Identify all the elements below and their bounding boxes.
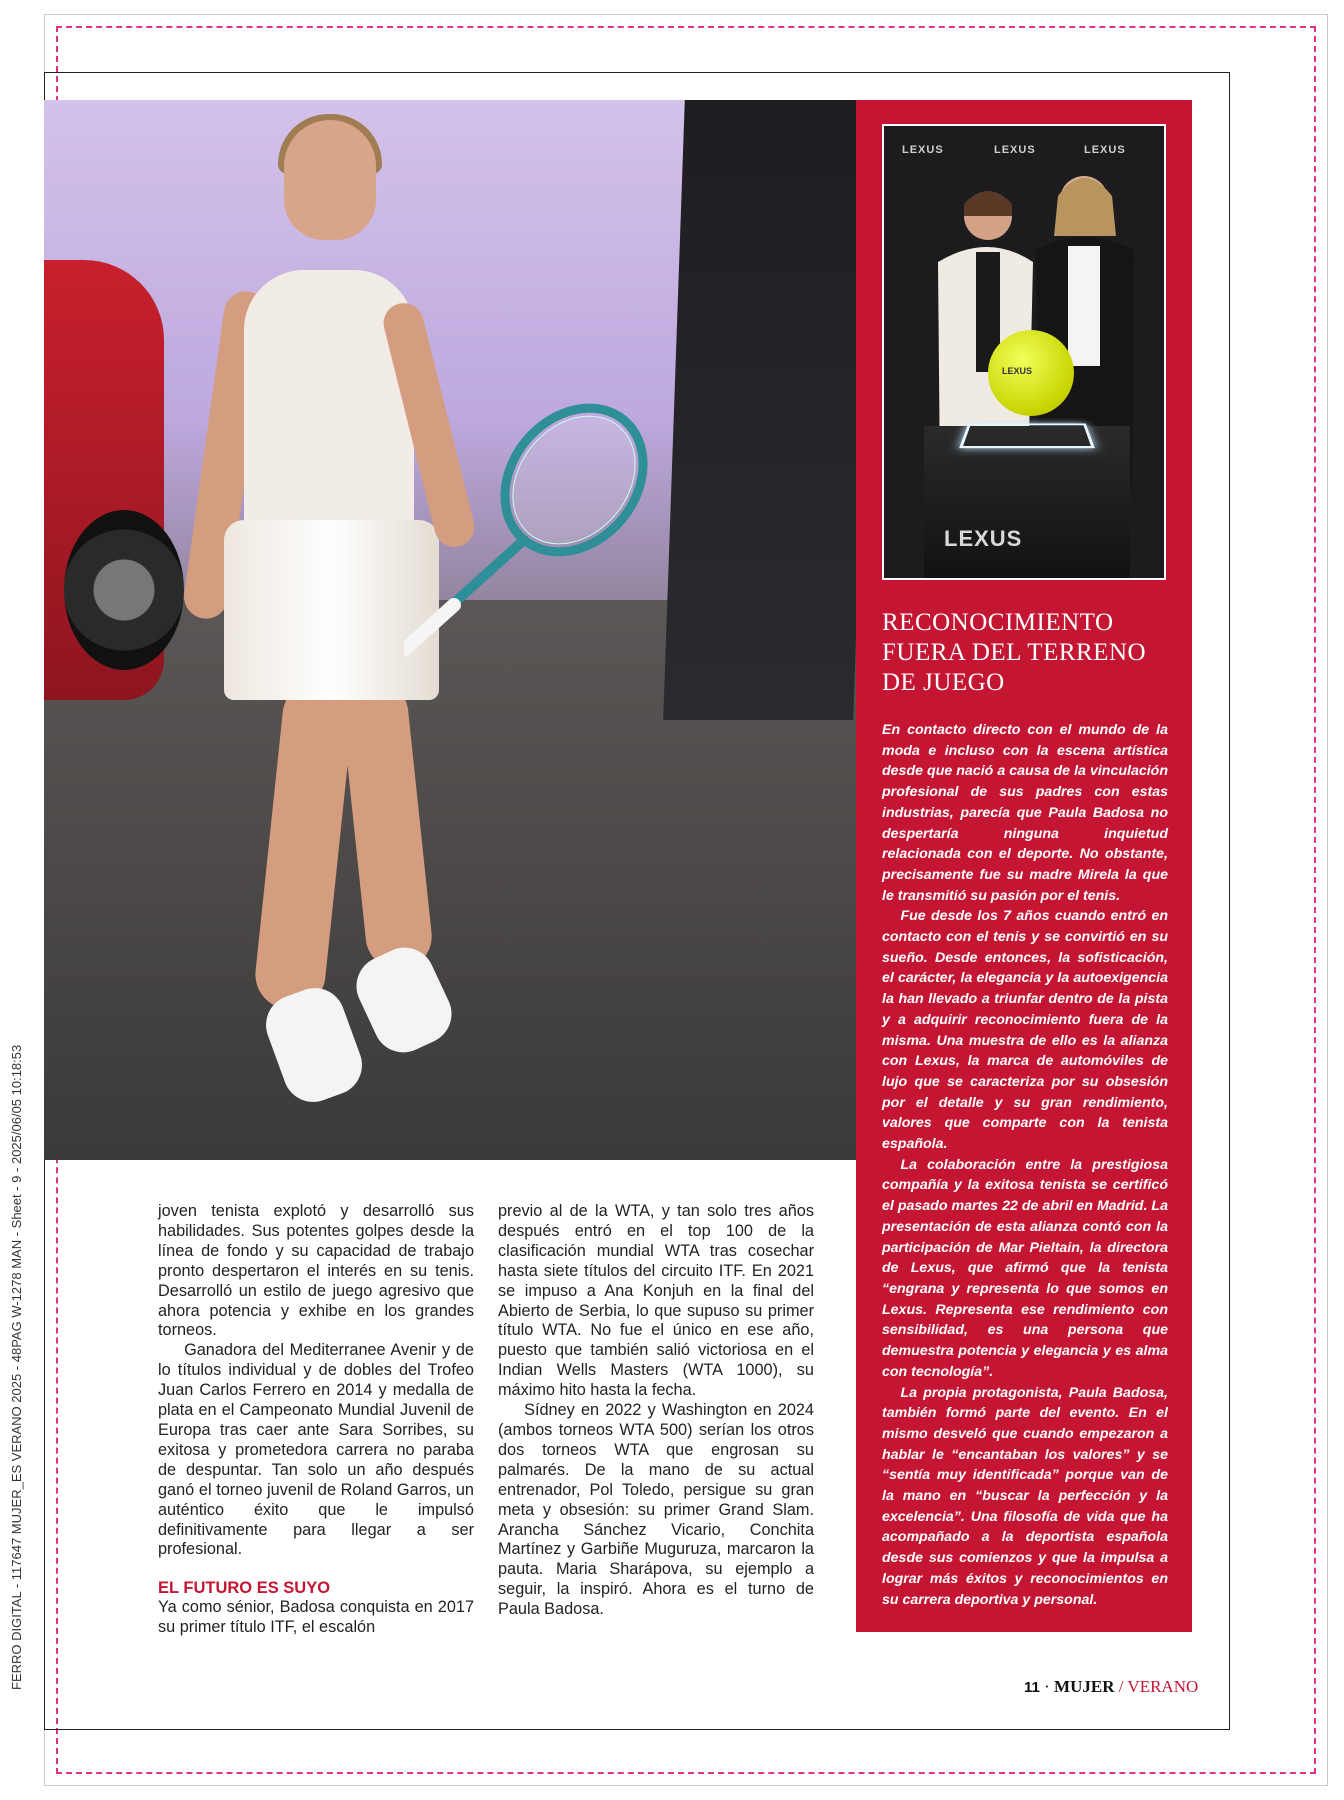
car-wheel (64, 510, 184, 670)
sneaker (347, 938, 462, 1062)
sidebar-paragraph: La propia protagonista, Paula Badosa, también formó parte del evento. En el mismo desveló que cuando empezaron a hablar le “encantaban los valores” y se “sentía muy identificada” porque van de la mano en “buscar la perfección y la excelencia”. Una filosofía de vida que ha acompañado a la deportista española desde sus comienzos y que la impulsa a lograr más éxitos y reconocimientos en su carrera deportiva y personal. (882, 1384, 1168, 1608)
text-column-1 (158, 1202, 474, 1638)
pedestal (924, 426, 1130, 580)
sidebar-paragraph: Fue desde los 7 años cuando entró en contacto con el tenis y se convirtió en su sueño. Desde entonces, la sofisticación, el carácter, la elegancia y la autoexigencia la han llevado a triunfar dentro de la pista y a adquirir reconocimiento fuera de la misma. Una muestra de ello es la alianza con Lexus, la marca de automóviles de lujo que se caracteriza por su obsesión por el detalle y su gran rendimiento, valores que comparte con la tenista española. (882, 908, 1168, 1153)
sidebar-paragraph: En contacto directo con el mundo de la moda e incluso con la escena artística desde que nació a causa de la vinculación profesional de sus padres con estas industrias, parecía que Paula Badosa no despertaría ninguna inquietud relacionada con el deporte. No obstante, precisamente fue su madre Mirela la que le transmitió su pasión por el tenis. (882, 722, 1168, 904)
backdrop-logo: LEXUS (1084, 144, 1126, 156)
magazine-name: MUJER (1054, 1677, 1115, 1696)
folio (1024, 1677, 1198, 1697)
pedestal-logo: LEXUS (944, 526, 1023, 551)
body-paragraph: joven tenista explotó y desarrolló sus habilidades. Sus potentes golpes desde la línea de fondo y su capacidad de trabajo pronto despertaron el interés en su tenis. Desarrolló un estilo de juego agresivo que ahora potencia y exhibe en los grandes torneos. (158, 1202, 474, 1340)
subheading: EL FUTURO ES SUYO (158, 1579, 331, 1598)
photo-red-car (44, 260, 164, 700)
page-number: 11 (1024, 1679, 1040, 1696)
sidebar-heading: RECONOCIMIENTO FUERA DEL TERRENO DE JUEGO (882, 609, 1147, 696)
print-slug: FERRO DIGITAL - 117647 MUJER_ES VERANO 2025 - 48PAG W-1278 MAN - Sheet - 9 - 2025/06/05 10:18:53 (9, 1044, 24, 1690)
pedestal-light (959, 424, 1095, 449)
text-column-2 (498, 1202, 814, 1620)
backdrop-logo: LEXUS (902, 144, 944, 156)
sidebar-paragraph: La colaboración entre la prestigiosa compañía y la exitosa tenista se certificó el pasado martes 22 de abril en Madrid. La presentación de esta alianza contó con la participación de Mar Pieltain, la directora de Lexus, que afirmó que la tenista “engrana y representa lo que somos en Lexus. Representa ese rendimiento con sensibilidad, es una persona que demuestra potencia y elegancia y es alma con tecnología”. (882, 1156, 1168, 1380)
tennis-racket-icon (404, 400, 654, 660)
section-name: VERANO (1127, 1677, 1199, 1696)
body-paragraph: previo al de la WTA, y tan solo tres años después entró en el top 100 de la clasificación mundial WTA tras cosechar hasta siete títulos del circuito ITF. En 2021 se impuso a Ana Konjuh en la final del Abierto de Serbia, lo que supuso su primer título WTA. No fue el único en ese año, puesto que también salió victoriosa en el Indian Wells Masters (WTA 1000), su máximo hito hasta la fecha. (498, 1202, 814, 1400)
folio-separator: · (1044, 1677, 1050, 1696)
sidebar-box (856, 100, 1192, 1632)
photo-backdrop-wall (663, 100, 864, 720)
body-paragraph: Ganadora del Mediterranee Avenir y de lo títulos individual y de dobles del Trofeo Juan Carlos Ferrero en 2014 y medalla de plata en el Campeonato Mundial Juvenil de Europa tras caer ante Sara Sorribes, su exitosa y prometedora carrera no paraba de despuntar. Tan solo un año después ganó el torneo juvenil de Roland Garros, un auténtico éxito que le impulsó definitivamente para llegar a ser profesional. (158, 1341, 474, 1559)
body-paragraph: Ya como sénior, Badosa conquista en 2017 su primer título ITF, el escalón (158, 1598, 474, 1637)
event-photo (882, 124, 1166, 580)
ball-logo: LEXUS (1002, 366, 1033, 376)
folio-slash: / (1118, 1677, 1124, 1696)
hero-photo (44, 100, 864, 1160)
tennis-player-figure (174, 120, 514, 1120)
backdrop-logo: LEXUS (994, 144, 1036, 156)
body-paragraph: Sídney en 2022 y Washington en 2024 (ambos torneos WTA 500) serían los otros dos torneos WTA que engrosan su palmarés. De la mano de su actual entrenador, Pol Toledo, persigue su gran meta y obsesión: su primer Grand Slam. Arancha Sánchez Vicario, Conchita Martínez y Garbiñe Muguruza, marcaron la pauta. Maria Sharápova, su ejemplo a seguir, la inspiró. Ahora es el turno de Paula Badosa. (498, 1401, 814, 1619)
